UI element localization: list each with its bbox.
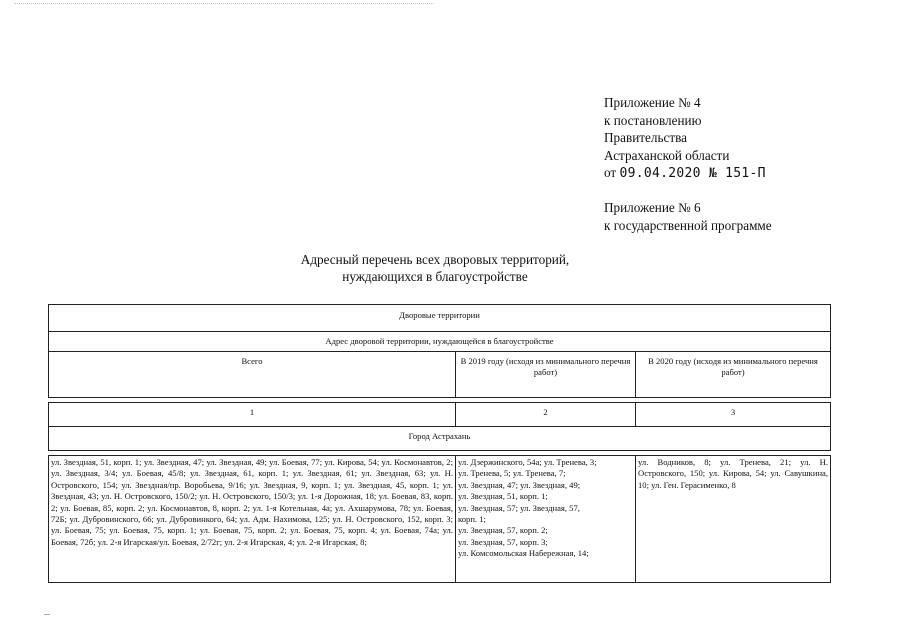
address-line: ул. Комсомольская Набережная, 14; — [458, 548, 589, 559]
address-line: ул. Звездная, 57, корп. 3; — [458, 536, 548, 547]
address-table — [48, 304, 831, 583]
appendix-header — [604, 94, 772, 234]
scan-artifact — [14, 3, 434, 8]
address-line: ул. Звездная, 57; ул. Звездная, 57, — [458, 502, 580, 513]
resolution-date: 09.04.2020 № 151-П — [619, 166, 766, 182]
address-line: ул. Дзержинского, 54а; ул. Тренева, 3; — [458, 457, 597, 467]
column-number: 3 — [636, 403, 831, 427]
table-subtitle-cell: Адрес дворовой территории, нуждающейся в благоустройстве — [49, 332, 831, 352]
date-prefix: от — [604, 165, 617, 181]
addresses-total: ул. Звездная, 51, корп. 1; ул. Звездная, 47; ул. Звездная, 49; ул. Боевая, 77; ул. Кирова, 54; ул. Космонавтов, 2; ул. Звездная, 3/4; ул. Боевая, 45/8; ул. Звездная, 61, корп. 1; ул. Звездная, 61; ул. Звездная, 63; ул. Н. Островского, 154; ул. Звездная/пр. Воробьева, 9/16; ул. Звездная, 9, корп. 1; ул. Звездная, 45, корп. 1; ул. Звездная, 43; ул. Н. Островского, 150/2; ул. Н. Островского, 150/3; ул. 1-я Дорожная, 18; ул. Боевая, 83, корп. 2; ул. Боевая, 85, корп. 2; ул. Космонавтов, 8, корп. 2; ул. 1-я Котельная, 4а; ул. Ахшарумова, 78; ул. Боевая, 72Б; ул. Дубровинского, 66; ул. Дубровинкого, 64; ул. Адм. Нахимова, 125; ул. Н. Островского, 152, корп. 3; ул. Боевая, 75; ул. Боевая, 75, корп. 1; ул. Боевая, 75, корп. 2; ул. Боевая, 75, корп. 4; ул. Боевая, 74а; ул. Боевая, 72б; ул. 2-я Игарская/ул. Боевая, 2/72г; ул. 2-я Игарская, 4; ул. 2-я Игарская, 8; — [49, 456, 456, 583]
appendix4-line: Приложение № 4 — [604, 95, 701, 110]
resolution-date-line — [604, 164, 772, 183]
addresses-2020: ул. Водников, 8; ул. Тренева, 21; ул. Н. Островского, 150; ул. Кирова, 54; ул. Савушкина, 10; ул. Ген. Герасименко, 8 — [636, 456, 831, 583]
column-header-total: Всего — [49, 352, 456, 398]
address-line: ул. Тренева, 5; ул. Тренева, 7; — [458, 468, 566, 479]
addresses-2019 — [456, 456, 636, 583]
appendix4-line: к постановлению — [604, 112, 702, 128]
table-title-cell: Дворовые территории — [49, 305, 831, 332]
title-line: нуждающихся в благоустройстве — [342, 269, 528, 284]
document-title — [230, 251, 640, 285]
appendix6-line: к государственной программе — [604, 217, 772, 233]
appendix4-line: Астраханской области — [604, 147, 730, 163]
appendix4-line: Правительства — [604, 130, 687, 146]
appendix6-line: Приложение № 6 — [604, 199, 701, 215]
address-line: ул. Звездная, 51, корп. 1; — [458, 491, 548, 502]
scan-artifact — [44, 614, 50, 615]
address-line: корп. 1; — [458, 514, 486, 525]
city-row: Город Астрахань — [49, 427, 831, 451]
address-line: ул. Звездная, 47; ул. Звездная, 49; — [458, 479, 581, 490]
title-line: Адресный перечень всех дворовых территорий, — [300, 252, 570, 267]
column-header-2019: В 2019 году (исходя из минимального перечня работ) — [456, 352, 636, 398]
column-number: 2 — [456, 403, 636, 427]
address-line: ул. Звездная, 57, корп. 2; — [458, 525, 548, 536]
column-header-2020: В 2020 году (исходя из минимального перечня работ) — [636, 352, 831, 398]
column-number: 1 — [49, 403, 456, 427]
